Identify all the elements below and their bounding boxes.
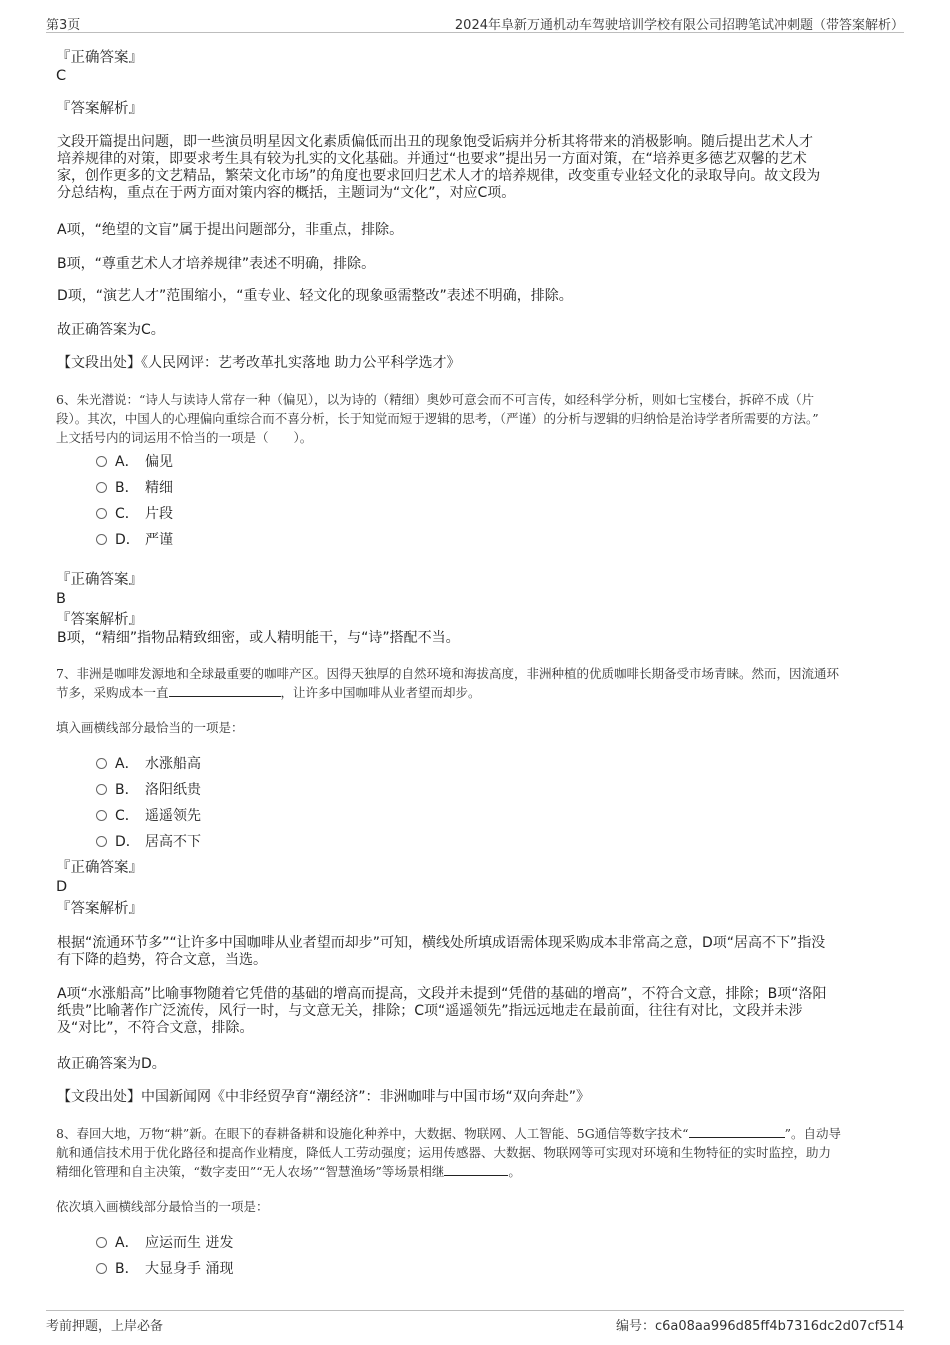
stem-line [56,1162,926,1181]
fill-blank [444,1163,508,1176]
option-c[interactable] [96,807,201,825]
analysis-label: 『答案解析』 [56,612,143,628]
radio-icon[interactable] [96,456,107,467]
option-letter: A． [115,1235,139,1251]
stem-text: ”。自动导 [784,1126,841,1141]
stem-text: ，让许多中国咖啡从业者望而却步。 [280,685,481,700]
analysis-paragraph [57,134,917,202]
analysis-line: 有下降的趋势，符合文意，当选。 [57,952,267,968]
option-d-analysis: D项，“演艺人才”范围缩小，“重专业、轻文化的现象亟需整改”表述不明确，排除。 [57,288,573,304]
option-letter: B． [115,782,139,798]
option-text: 严谨 [145,532,173,548]
option-letter: B． [115,1261,139,1277]
analysis-line: 纸贵”比喻著作广泛流传，风行一时，与文意无关，排除；C项“遥遥领先”指远远地走在最前面，往往有对比，文段并未涉 [57,1003,803,1019]
conclusion: 故正确答案为C。 [57,322,165,338]
option-b[interactable] [96,781,201,799]
analysis-paragraph [57,986,917,1037]
answer-label: 『正确答案』 [56,50,143,66]
source-citation: 【文段出处】《人民网评：艺考改革扎实落地 助力公平科学选才》 [57,355,461,371]
stem-text: 8、春回大地，万物“耕”新。在眼下的春耕备耕和设施化种养中，大数据、物联网、人工智能、5G通信等数字技术“ [56,1126,689,1141]
stem-line: 段）。其次，中国人的心理偏向重综合而不喜分析，长于知觉而短于逻辑的思考，（严谨）的分析与逻辑的归纳恰是治诗学者所需要的方法。” [56,411,819,426]
radio-icon[interactable] [96,508,107,519]
analysis-line: 分总结构，重点在于两方面对策内容的概括，主题词为“文化”，对应C项。 [57,185,516,201]
option-a[interactable] [96,1234,233,1252]
option-text: 洛阳纸贵 [145,782,201,798]
question-stem [56,390,926,447]
analysis-label: 『答案解析』 [56,101,143,117]
analysis-line: 家，创作更多的文艺精品，繁荣文化市场”的角度也要求回归艺术人才的培养规律，改变重专业轻文化的录取导向。故文段为 [57,168,821,184]
option-letter: D． [115,834,140,850]
option-letter: D． [115,532,140,548]
option-letter: C． [115,808,139,824]
radio-icon[interactable] [96,482,107,493]
radio-icon[interactable] [96,836,107,847]
page-footer [46,1310,904,1334]
option-text: 居高不下 [145,834,201,850]
document-id: 编号：c6a08aa996d85ff4b7316dc2d07cf514 [615,1319,904,1334]
question-stem [56,664,926,702]
option-text: 大显身手 涌现 [145,1261,234,1277]
fill-blank [689,1125,785,1138]
option-letter: A． [115,756,139,772]
radio-icon[interactable] [96,784,107,795]
stem-text: 精细化管理和自主决策，“数字麦田”“无人农场”“智慧渔场”等场景相继 [56,1164,445,1179]
option-a[interactable] [96,755,201,773]
stem-text: 节多，采购成本一直 [56,685,169,700]
source-citation: 【文段出处】中国新闻网《中非经贸孕育“潮经济”：非洲咖啡与中国市场“双向奔赴”》 [57,1089,591,1105]
option-c[interactable] [96,505,173,523]
option-text: 片段 [145,506,173,522]
option-d[interactable] [96,833,201,851]
analysis-line: 及“对比”，不符合文意，排除。 [57,1020,254,1036]
answer-label: 『正确答案』 [56,860,143,876]
option-text: 遥遥领先 [145,808,201,824]
question-prompt: 填入画横线部分最恰当的一项是： [56,720,244,735]
question-prompt: 依次填入画横线部分最恰当的一项是： [56,1199,269,1214]
radio-icon[interactable] [96,534,107,545]
radio-icon[interactable] [96,1237,107,1248]
option-d[interactable] [96,531,173,549]
analysis-line: A项“水涨船高”比喻事物随着它凭借的基础的增高而提高，文段并未提到“凭借的基础的增高”，不符合文意，排除；B项“洛阳 [57,986,827,1002]
analysis-label: 『答案解析』 [56,901,143,917]
stem-line: 7、非洲是咖啡发源地和全球最重要的咖啡产区。因得天独厚的自然环境和海拔高度，非洲种植的优质咖啡长期备受市场青睐。然而，因流通环 [56,666,839,681]
analysis-paragraph [57,935,917,969]
option-b-analysis: B项，“尊重艺术人才培养规律”表述不明确，排除。 [57,256,376,272]
radio-icon[interactable] [96,810,107,821]
question-stem [56,1124,926,1181]
analysis-paragraph: B项，“精细”指物品精致细密，或人精明能干，与“诗”搭配不当。 [57,630,460,646]
fill-blank [169,684,281,697]
option-text: 偏见 [145,454,173,470]
footer-slogan: 考前押题，上岸必备 [46,1319,164,1334]
radio-icon[interactable] [96,758,107,769]
stem-line [56,683,926,702]
analysis-line: 根据“流通环节多”“让许多中国咖啡从业者望而却步”可知，横线处所填成语需体现采购成本非常高之意，D项“居高不下”指没 [57,935,826,951]
option-b[interactable] [96,1260,233,1278]
answer-value: D [56,879,68,895]
conclusion: 故正确答案为D。 [57,1056,166,1072]
option-text: 精细 [145,480,173,496]
analysis-line: 培养规律的对策，即要求考生具有较为扎实的文化基础。并通过“也要求”提出另一方面对策，在“培养更多德艺双馨的艺术 [57,151,807,167]
stem-text: 。 [508,1164,521,1179]
analysis-line: 文段开篇提出问题，即一些演员明星因文化素质偏低而出丑的现象饱受诟病并分析其将带来的消极影响。随后提出艺术人才 [57,134,813,150]
option-letter: A． [115,454,139,470]
option-a[interactable] [96,453,173,471]
stem-line: 航和通信技术用于优化路径和提高作业精度，降低人工劳动强度；运用传感器、大数据、物联网等可实现对环境和生物特征的实时监控，助力 [56,1145,832,1160]
page-number: 第3页 [46,18,81,33]
option-b[interactable] [96,479,173,497]
option-letter: C． [115,506,139,522]
stem-line: 上文括号内的词运用不恰当的一项是（ ）。 [56,430,313,445]
option-letter: B． [115,480,139,496]
radio-icon[interactable] [96,1263,107,1274]
answer-value: C [56,68,67,84]
stem-line: 6、朱光潜说：“诗人与读诗人常存一种（偏见），以为诗的（精细）奥妙可意会而不可言传，如经科学分析，则如七宝楼台，拆碎不成（片 [56,392,815,407]
option-a-analysis: A项，“绝望的文盲”属于提出问题部分，非重点，排除。 [57,222,404,238]
answer-value: B [56,591,66,607]
answer-label: 『正确答案』 [56,572,143,588]
option-text: 水涨船高 [145,756,201,772]
option-text: 应运而生 迸发 [145,1235,234,1251]
stem-line [56,1124,926,1143]
page-header [46,10,904,33]
document-title: 2024年阜新万通机动车驾驶培训学校有限公司招聘笔试冲刺题（带答案解析） [454,18,904,33]
